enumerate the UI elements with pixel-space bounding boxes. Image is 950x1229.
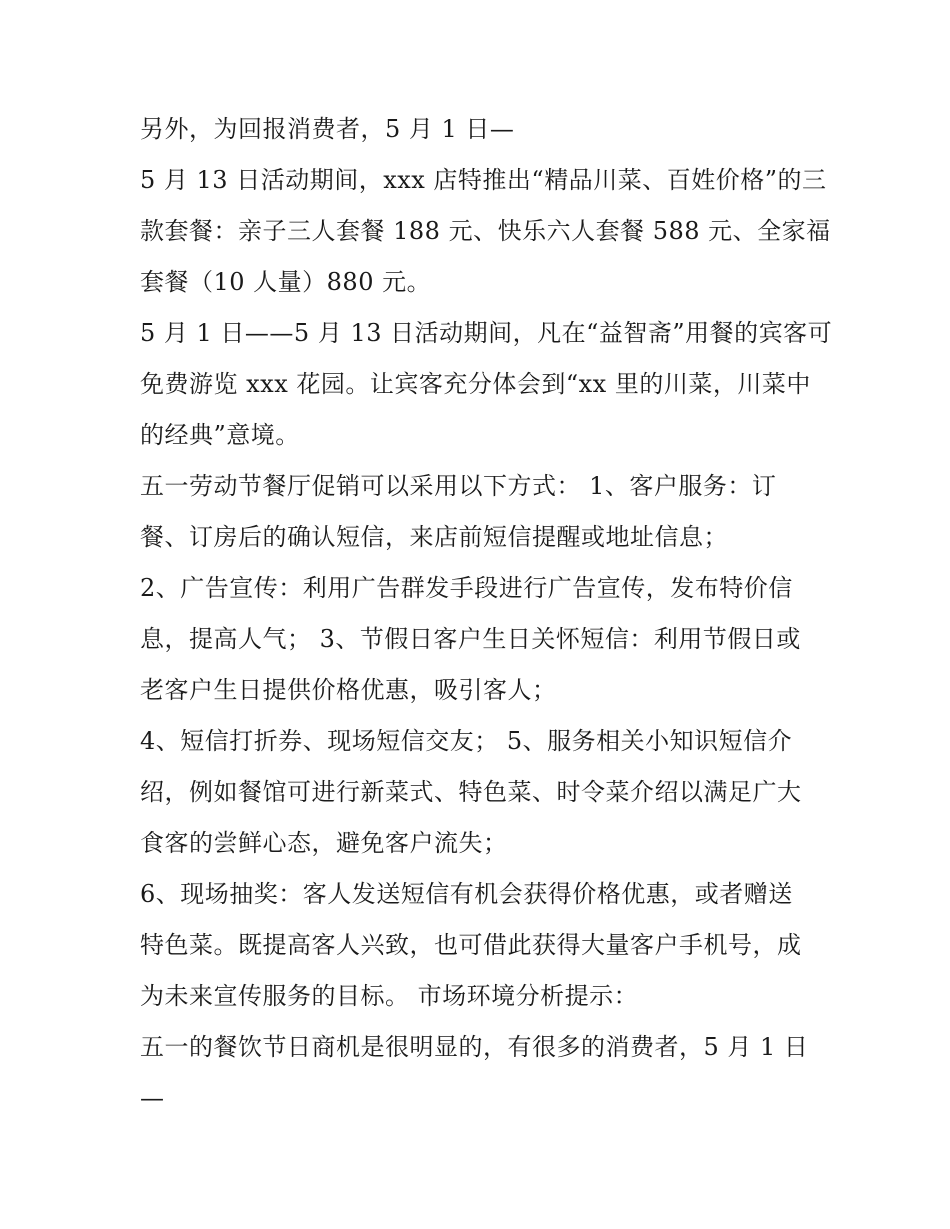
text-line: 为未来宣传服务的目标。 市场环境分析提示： [140, 982, 639, 1010]
text-line: 老客户生日提供价格优惠，吸引客人； [140, 676, 557, 704]
text-line: 免费游览 xxx 花园。让宾客充分体会到“xx 里的川菜，川菜中 [140, 370, 811, 398]
text-line: 息，提高人气； 3、节假日客户生日关怀短信：利用节假日或 [140, 625, 801, 653]
text-line: 6、现场抽奖：客人发送短信有机会获得价格优惠，或者赠送 [140, 880, 793, 908]
text-line: 5 月 1 日——5 月 13 日活动期间，凡在“益智斋”用餐的宾客可 [140, 319, 833, 347]
text-line: 食客的尝鲜心态，避免客户流失； [140, 829, 508, 857]
text-line: 套餐（10 人量）880 元。 [140, 268, 432, 296]
text-line: 另外，为回报消费者，5 月 1 日— [140, 115, 515, 143]
text-line: 的经典”意境。 [140, 421, 300, 449]
text-line: 五一的餐饮节日商机是很明显的，有很多的消费者，5 月 1 日 [140, 1033, 809, 1061]
text-line: 餐、订房后的确认短信，来店前短信提醒或地址信息； [140, 523, 728, 551]
text-line: 款套餐：亲子三人套餐 188 元、快乐六人套餐 588 元、全家福 [140, 217, 831, 245]
text-line: 特色菜。既提高客人兴致，也可借此获得大量客户手机号，成 [140, 931, 802, 959]
text-line: 4、短信打折券、现场短信交友； 5、服务相关小知识短信介 [140, 727, 793, 755]
text-line: — [140, 1084, 165, 1112]
text-line: 绍，例如餐馆可进行新菜式、特色菜、时令菜介绍以满足广大 [140, 778, 802, 806]
document-body [140, 104, 833, 1124]
text-line: 2、广告宣传：利用广告群发手段进行广告宣传，发布特价信 [140, 574, 793, 602]
text-line: 五一劳动节餐厅促销可以采用以下方式： 1、客户服务：订 [140, 472, 777, 500]
text-line: 5 月 13 日活动期间，xxx 店特推出“精品川菜、百姓价格”的三 [140, 166, 827, 194]
